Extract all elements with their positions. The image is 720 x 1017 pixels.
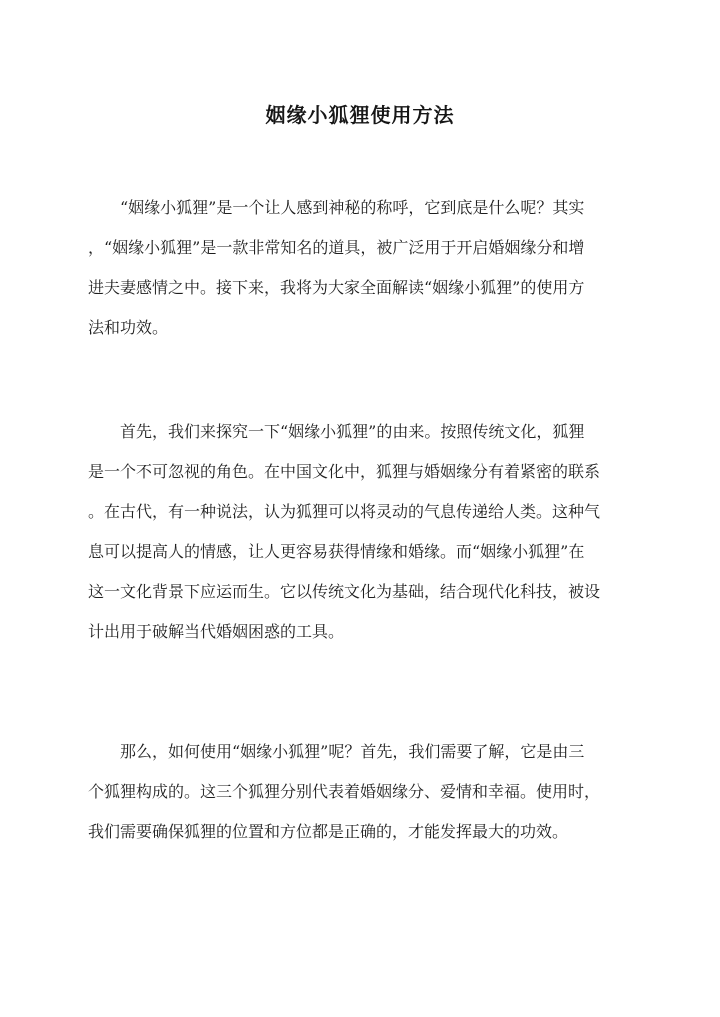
paragraph-line: 首先，我们来探究一下“姻缘小狐狸”的由来。按照传统文化，狐狸 bbox=[88, 422, 585, 441]
paragraph-line: 那么，如何使用“姻缘小狐狸”呢？首先，我们需要了解，它是由三 bbox=[88, 742, 585, 761]
paragraph-line: 个狐狸构成的。这三个狐狸分别代表着婚姻缘分、爱情和幸福。使用时， bbox=[88, 782, 601, 801]
paragraph-line: 是一个不可忽视的角色。在中国文化中，狐狸与婚姻缘分有着紧密的联系 bbox=[88, 462, 601, 481]
paragraph-line: 进夫妻感情之中。接下来，我将为大家全面解读“姻缘小狐狸”的使用方 bbox=[88, 278, 585, 297]
paragraph-line: 。在古代，有一种说法，认为狐狸可以将灵动的气息传递给人类。这种气 bbox=[88, 502, 601, 521]
paragraph-2 bbox=[88, 412, 633, 652]
paragraph-line: 息可以提高人的情感，让人更容易获得情缘和婚缘。而“姻缘小狐狸”在 bbox=[88, 542, 585, 561]
paragraph-3 bbox=[88, 732, 633, 852]
paragraph-line: 我们需要确保狐狸的位置和方位都是正确的，才能发挥最大的功效。 bbox=[88, 822, 569, 841]
paragraph-line: ，“姻缘小狐狸”是一款非常知名的道具，被广泛用于开启婚姻缘分和增 bbox=[88, 238, 585, 257]
document-title: 姻缘小狐狸使用方法 bbox=[265, 103, 455, 128]
paragraph-line: 计出用于破解当代婚姻困惑的工具。 bbox=[88, 622, 345, 641]
paragraph-line: 这一文化背景下应运而生。它以传统文化为基础，结合现代化科技，被设 bbox=[88, 582, 601, 601]
paragraph-line: 法和功效。 bbox=[88, 318, 169, 337]
paragraph-line: “姻缘小狐狸”是一个让人感到神秘的称呼，它到底是什么呢？其实 bbox=[88, 198, 585, 217]
paragraph-1 bbox=[88, 188, 633, 348]
